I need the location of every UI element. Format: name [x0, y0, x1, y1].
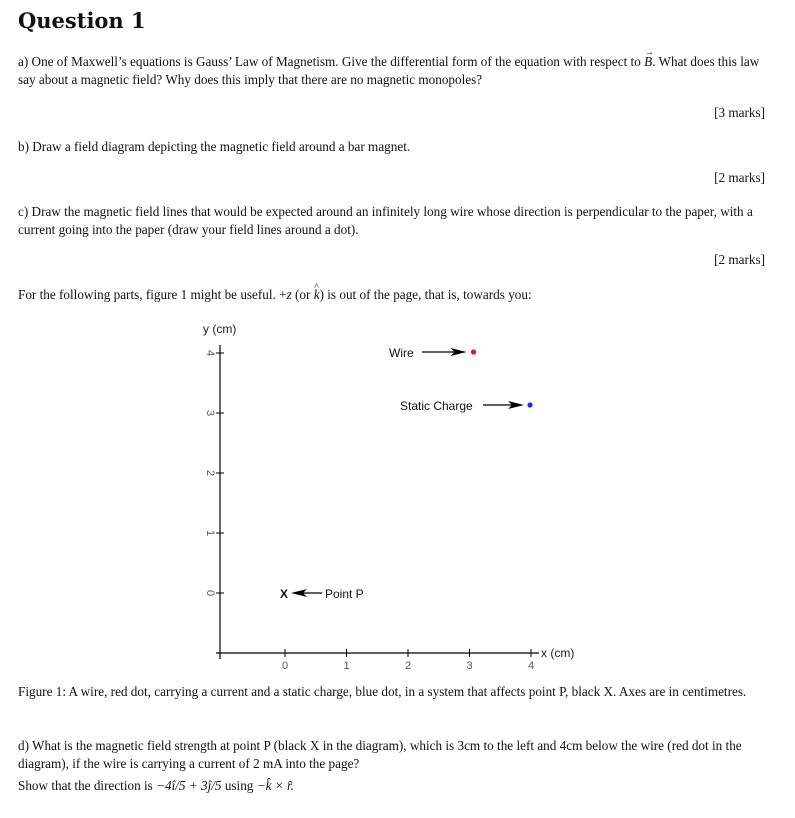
- x-tick-label: 4: [527, 660, 535, 672]
- cross-product: −k̂ × r̂.: [256, 778, 294, 793]
- part-d-text: d) What is the magnetic field strength at point P (black X in the diagram), which is 3cm to the left and 4cm below the wire (red dot in the diagram), if the wire is carrying a current of 2 mA into the page?: [18, 738, 742, 771]
- y-tick-label: 2: [204, 469, 216, 477]
- x-tick-label: 1: [343, 660, 350, 672]
- point-p-label: Point P: [325, 587, 364, 601]
- show-prefix: Show that the direction is: [18, 778, 157, 793]
- intro-z: z: [286, 287, 292, 302]
- charge-dot: [527, 402, 532, 407]
- x-tick-label: 3: [466, 660, 473, 672]
- intro-part-2: (or: [291, 287, 314, 302]
- charge-label: Static Charge: [400, 399, 473, 413]
- axes: [203, 322, 574, 660]
- question-title: Question 1: [18, 8, 146, 33]
- y-tick-label: 0: [204, 589, 216, 597]
- x-axis-label: x (cm): [541, 646, 575, 660]
- x-tick-label: 0: [281, 660, 289, 672]
- wire-dot: [471, 349, 476, 354]
- y-tick-label: 4: [204, 349, 216, 357]
- part-c-text: c) Draw the magnetic field lines that would be expected around an infinitely long wire whose direction is perpendicular to the paper, with a current going into the paper (draw your field lines around a dot).: [18, 204, 753, 237]
- x-tick-label: 2: [404, 660, 412, 672]
- wire-label: Wire: [389, 346, 414, 360]
- intro-part-3: ) is out of the page, that is, towards you:: [319, 287, 532, 302]
- y-tick-label: 3: [204, 409, 216, 417]
- point-p-x-marker: X: [280, 587, 289, 601]
- part-b-marks: [2 marks]: [714, 170, 765, 185]
- part-c-marks: [2 marks]: [714, 252, 765, 267]
- direction-vector: −4î/5 + 3ĵ/5: [156, 778, 222, 793]
- part-d-show: [18, 777, 770, 795]
- using-word: using: [221, 778, 257, 793]
- chart-marks: [280, 346, 533, 601]
- intro-part-1: For the following parts, figure 1 might be useful. +: [18, 287, 287, 302]
- part-a-line1: a) One of Maxwell’s equations is Gauss’ Law of Magnetism. Give the differential form of the equation with respect to: [18, 54, 641, 69]
- y-tick-label: 1: [204, 529, 216, 537]
- part-b-text: b) Draw a field diagram depicting the magnetic field around a bar magnet.: [18, 139, 411, 154]
- part-a-line2: . What does this law say about a magnetic field? Why does this imply that there are no magnetic monopoles?: [18, 54, 760, 87]
- ticks: [204, 350, 534, 672]
- figure-caption: Figure 1: A wire, red dot, carrying a current and a static charge, blue dot, in a system that affects point P, black X. Axes are in centimetres.: [18, 684, 747, 699]
- intro-k-hat: ^ k: [314, 286, 320, 304]
- y-axis-label: y (cm): [203, 322, 237, 336]
- part-a-marks: [3 marks]: [714, 105, 765, 120]
- b-vector-symbol: → B: [644, 53, 652, 71]
